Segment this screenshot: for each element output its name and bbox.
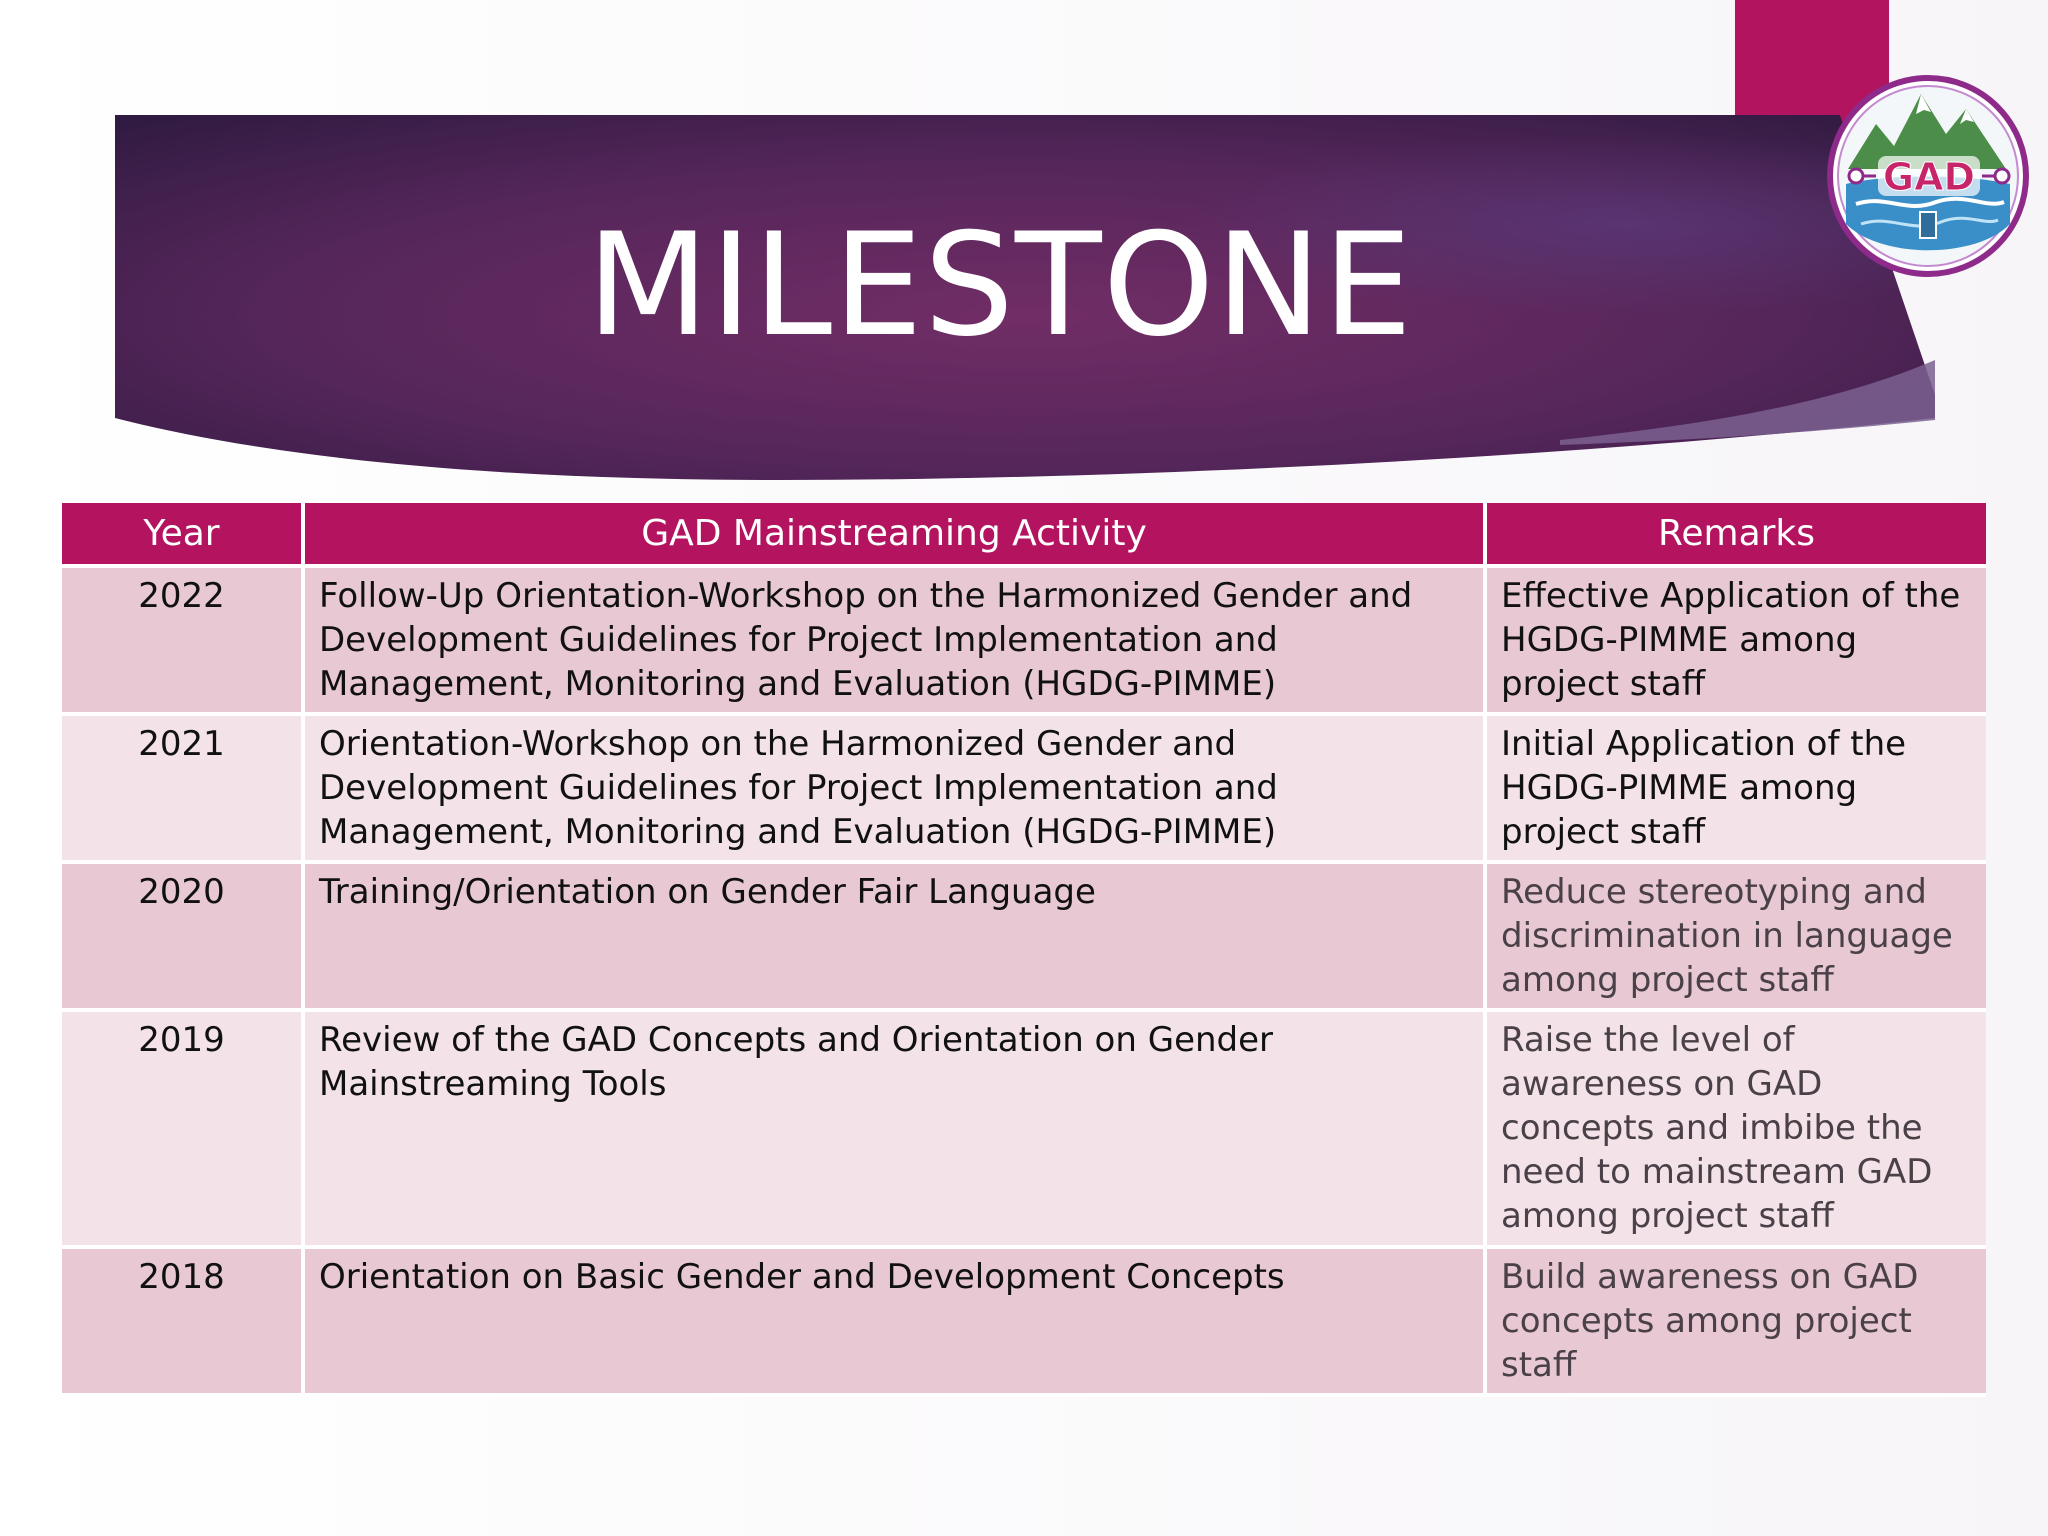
row-remarks: Effective Application of the HGDG-PIMME among project staff [1487,568,1986,716]
row-remarks: Initial Application of the HGDG-PIMME among project staff [1487,716,1986,864]
table-row [62,1012,1986,1249]
table-row [62,864,1986,1012]
row-remarks: Build awareness on GAD concepts among project staff [1487,1249,1986,1397]
milestone-table [62,503,1986,1397]
table-row [62,716,1986,864]
row-activity: Orientation-Workshop on the Harmonized Gender and Development Guidelines for Project Implementation and Management, Monitoring and Evaluation (HGDG-PIMME) [305,716,1487,864]
row-activity: Training/Orientation on Gender Fair Language [305,864,1487,1012]
row-remarks: Reduce stereotyping and discrimination in language among project staff [1487,864,1986,1012]
milestone-table-container [62,503,1986,1397]
gad-logo-icon [1826,74,2030,278]
header-activity: GAD Mainstreaming Activity [305,503,1487,568]
page-title: MILESTONE [586,202,1414,368]
table-row [62,568,1986,716]
row-year: 2022 [62,568,305,716]
row-activity: Review of the GAD Concepts and Orientation on Gender Mainstreaming Tools [305,1012,1487,1249]
row-activity: Orientation on Basic Gender and Development Concepts [305,1249,1487,1397]
header-remarks: Remarks [1487,503,1986,568]
row-remarks: Raise the level of awareness on GAD concepts and imbibe the need to mainstream GAD among project staff [1487,1012,1986,1249]
gad-logo-text: GAD [1882,155,1976,199]
row-year: 2018 [62,1249,305,1397]
header-year: Year [62,503,305,568]
table-row [62,1249,1986,1397]
table-header-row [62,503,1986,568]
row-year: 2021 [62,716,305,864]
row-activity: Follow-Up Orientation-Workshop on the Harmonized Gender and Development Guidelines for Project Implementation and Management, Monitoring and Evaluation (HGDG-PIMME) [305,568,1487,716]
row-year: 2020 [62,864,305,1012]
row-year: 2019 [62,1012,305,1249]
